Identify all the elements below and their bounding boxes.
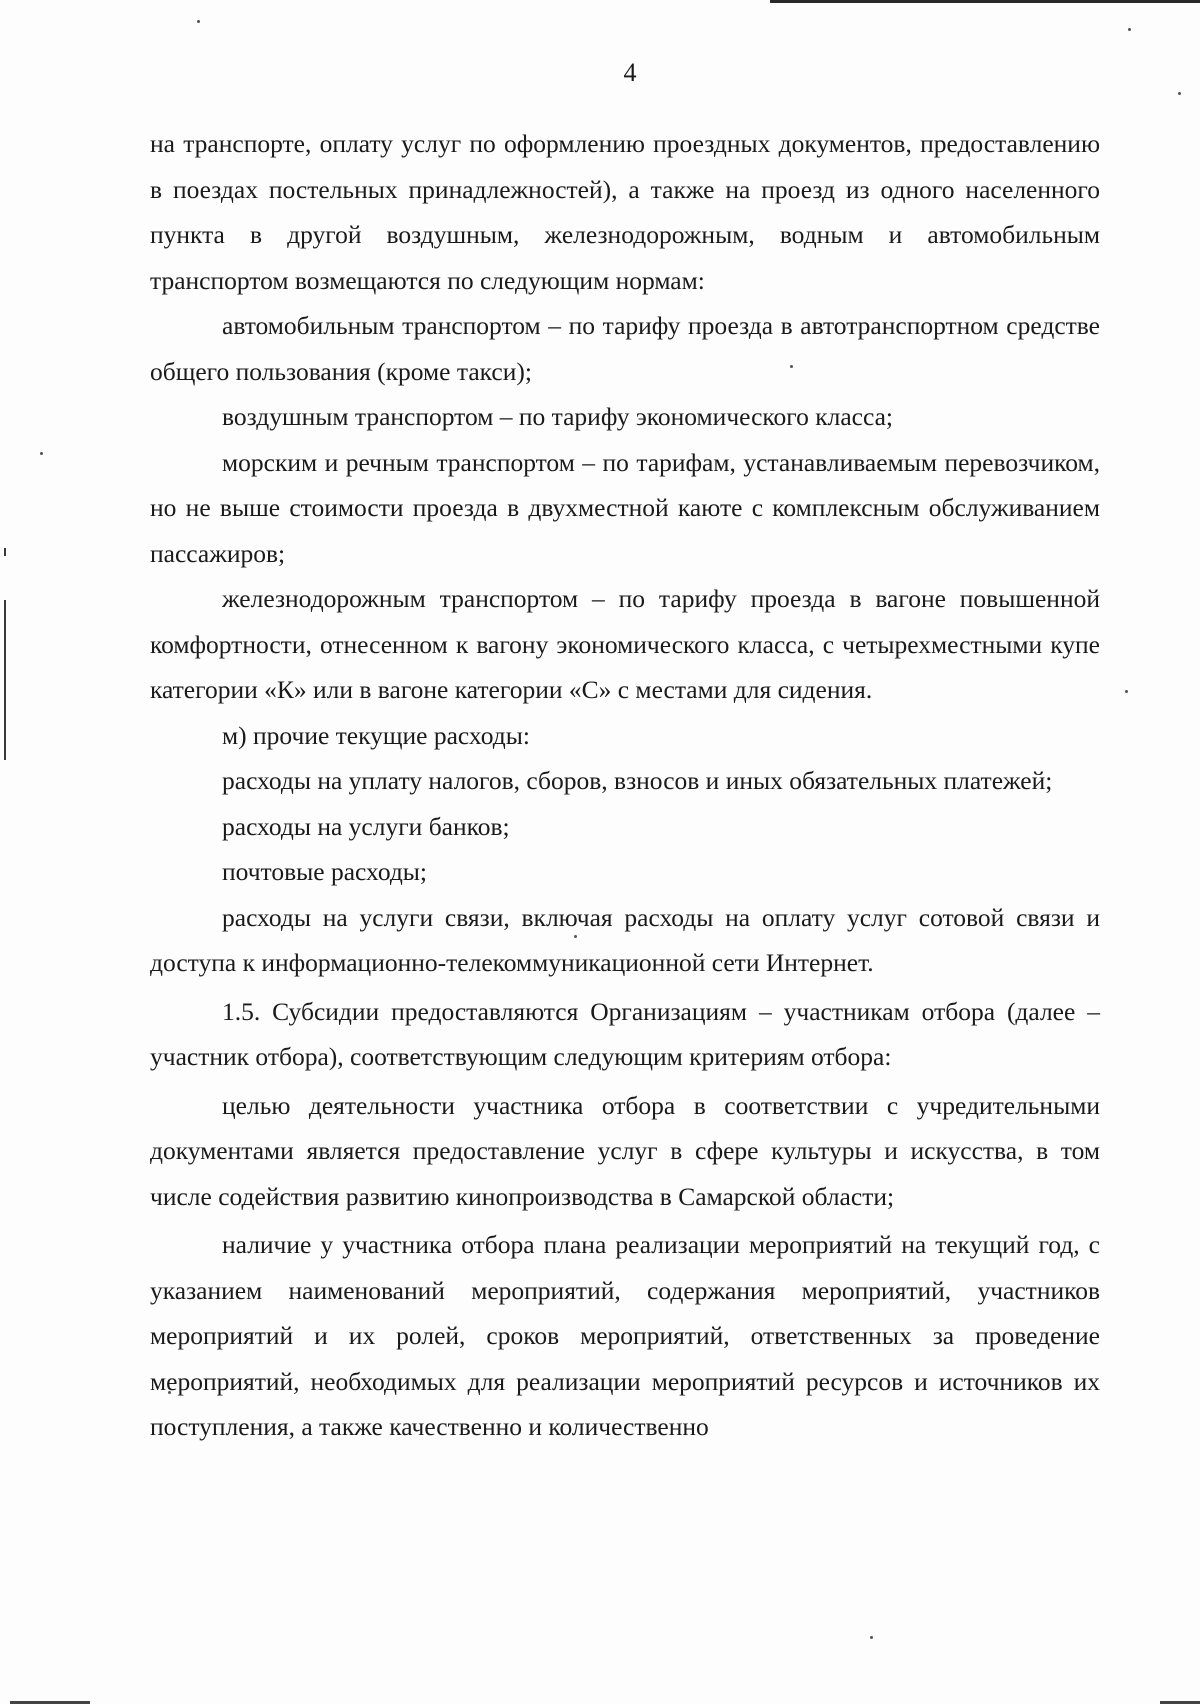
scan-speck (870, 1636, 873, 1639)
paragraph: расходы на уплату налогов, сборов, взносов и иных обязательных платежей; (222, 766, 1053, 795)
paragraph: морским и речным транспортом – по тарифам, устанавливаемым перевозчиком, но не выше стоимости проезда в двухместной каюте с комплексным обслуживанием пассажиров; (150, 447, 1100, 568)
scan-speck (1178, 92, 1181, 95)
scan-speck (40, 452, 43, 455)
paragraph: целью деятельности участника отбора в соответствии с учредительными документами является предоставление услуг в сфере культуры и искусства, в том числе содействия развитию кинопроизводства в Самарской области; (150, 1090, 1100, 1211)
paragraph: на транспорте, оплату услуг по оформлению проездных документов, предоставлению в поездах постельных принадлежностей), а также на проезд из одного населенного пункта в другой воздушным, железнодорожным, водным и автомобильным транспортом возмещаются по следующим нормам: (150, 129, 1100, 295)
paragraph: м) прочие текущие расходы: (222, 720, 530, 750)
scan-speck (197, 20, 200, 23)
paragraph: воздушным транспортом – по тарифу экономического класса; (222, 402, 893, 431)
scan-speck (1125, 690, 1128, 693)
scan-edge-mark (4, 600, 6, 760)
scan-edge-mark (4, 548, 6, 556)
paragraph: наличие у участника отбора плана реализации мероприятий на текущий год, с указанием наименований мероприятий, содержания мероприятий, участников мероприятий и их ролей, сроков мероприятий, ответственных за проведение мероприятий, необходимых для реализации мероприятий ресурсов и источников их поступления, а также качественно и количественно (150, 1230, 1100, 1441)
document-body (150, 121, 1100, 1450)
paragraph: железнодорожным транспортом – по тарифу проезда в вагоне повышенной комфортности, отнесенном к вагону экономического класса, с четырехместными купе категории «К» или в вагоне категории «С» с местами для сидения. (150, 584, 1100, 704)
paragraph: 1.5. Субсидии предоставляются Организациям – участникам отбора (далее – участник отбора), соответствующим следующим критериям отбора: (150, 996, 1100, 1071)
paragraph: автомобильным транспортом – по тарифу проезда в автотранспортном средстве общего пользования (кроме такси); (150, 311, 1100, 386)
scan-edge-line (770, 0, 1200, 3)
paragraph: расходы на услуги банков; (222, 811, 510, 841)
page-number: 4 (623, 58, 637, 87)
paragraph: почтовые расходы; (222, 857, 428, 886)
scan-speck (1128, 28, 1131, 31)
paragraph: расходы на услуги связи, включая расходы на оплату услуг сотовой связи и доступа к информационно-телекоммуникационной сети Интернет. (150, 902, 1100, 977)
